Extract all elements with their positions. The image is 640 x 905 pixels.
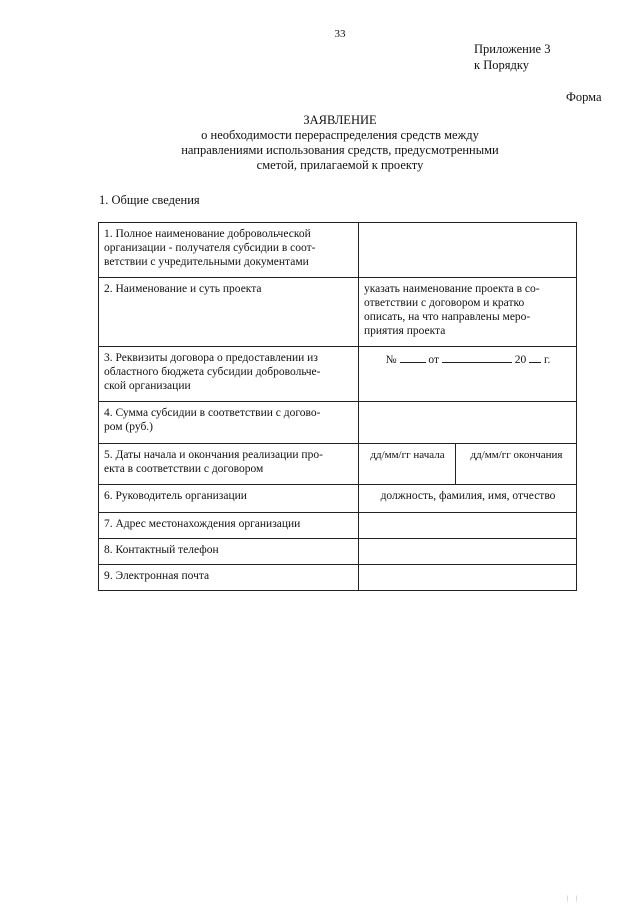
head-of-organization-field[interactable]: должность, фамилия, имя, отчество (359, 485, 577, 513)
document-title (0, 113, 640, 173)
contract-year-suffix: г. (544, 354, 551, 366)
title-line-1: о необходимости перераспределения средств между (201, 128, 479, 142)
title-line-3: сметой, прилагаемой к проекту (256, 158, 424, 172)
title-main: ЗАЯВЛЕНИЕ (303, 113, 377, 127)
row-1-label: 1. Полное наименование добровольческой организации - получателя субсидии в соот- ветствии с учредительными документами (99, 223, 359, 278)
appendix-reference (474, 41, 550, 73)
table-row (99, 565, 577, 591)
row-7-label: 7. Адрес местонахождения организации (99, 513, 359, 539)
table-row (99, 402, 577, 444)
row-9-label: 9. Электронная почта (99, 565, 359, 591)
row-6-label: 6. Руководитель организации (99, 485, 359, 513)
contract-from-label: от (428, 354, 440, 366)
table-row (99, 223, 577, 278)
contract-date-blank[interactable] (442, 351, 512, 363)
contract-year-blank[interactable] (529, 351, 541, 363)
appendix-line-2: к Порядку (474, 58, 529, 72)
section-heading: 1. Общие сведения (99, 193, 200, 207)
row-4-label: 4. Сумма субсидии в соответствии с догово- ром (руб.) (99, 402, 359, 444)
title-line-2: направлениями использования средств, предусмотренными (181, 143, 499, 157)
appendix-line-1: Приложение 3 (474, 42, 551, 56)
contact-phone-field[interactable] (359, 539, 577, 565)
table-row (99, 513, 577, 539)
project-description-field[interactable]: указать наименование проекта в со- ответствии с договором и кратко описать, на что направлены меро- приятия проекта (359, 278, 577, 347)
contract-number-blank[interactable] (400, 351, 426, 363)
general-info-table (98, 222, 577, 591)
table-row (99, 444, 577, 485)
row-8-label: 8. Контактный телефон (99, 539, 359, 565)
email-field[interactable] (359, 565, 577, 591)
project-start-date-field[interactable]: дд/мм/гг начала (359, 444, 456, 485)
margin-marks: | | (567, 896, 580, 902)
subsidy-amount-field[interactable] (359, 402, 577, 444)
page-number: 33 (334, 28, 346, 40)
row-3-label: 3. Реквизиты договора о предоставлении из областного бюджета субсидии добровольче- ской организации (99, 347, 359, 402)
row-2-label: 2. Наименование и суть проекта (99, 278, 359, 347)
form-label: Форма (566, 90, 602, 104)
organization-name-field[interactable] (359, 223, 577, 278)
contract-number-sign: № (385, 354, 397, 366)
table-row (99, 485, 577, 513)
table-row (99, 539, 577, 565)
table-row (99, 278, 577, 347)
organization-address-field[interactable] (359, 513, 577, 539)
table-row (99, 347, 577, 402)
contract-details-field[interactable] (359, 347, 577, 402)
project-end-date-field[interactable]: дд/мм/гг окончания (456, 444, 577, 485)
row-5-label: 5. Даты начала и окончания реализации про- екта в соответствии с договором (99, 444, 359, 485)
contract-year-prefix: 20 (514, 354, 527, 366)
